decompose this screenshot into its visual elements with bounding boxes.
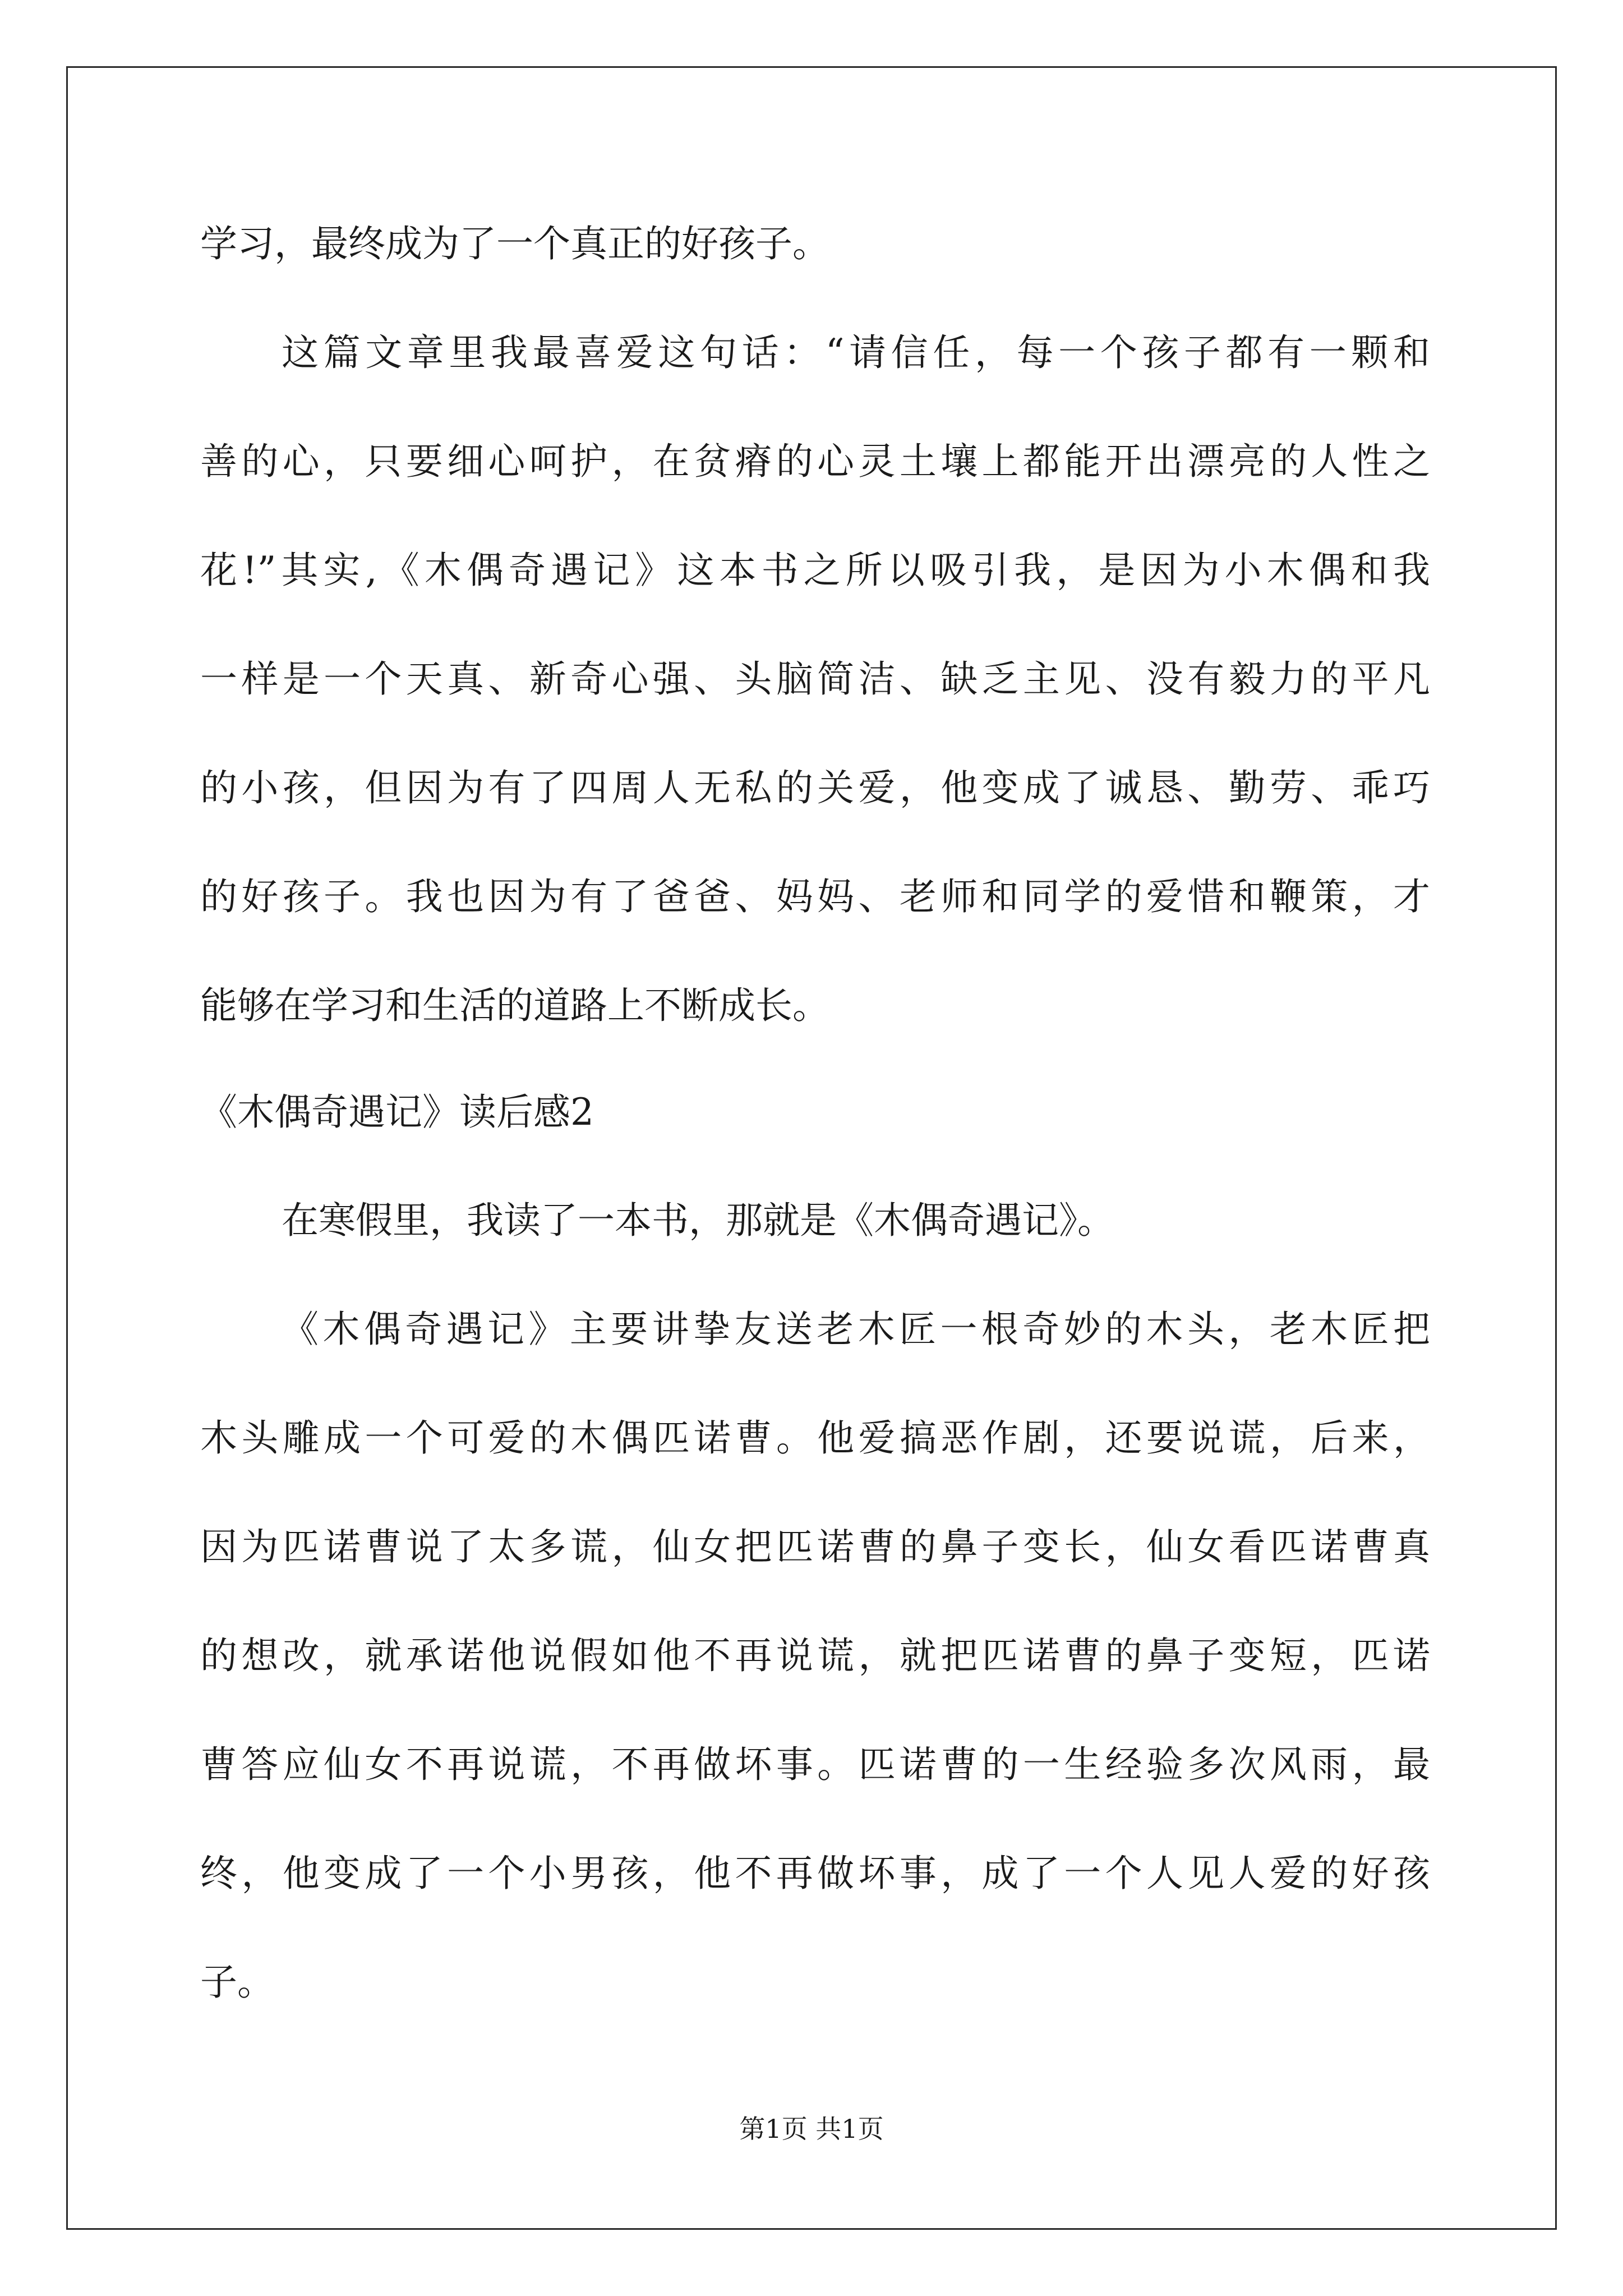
paragraph-line: 善的心，只要细心呵护，在贫瘠的心灵土壤上都能开出漂亮的人性之 <box>200 440 1430 483</box>
paragraph-line: 终，他变成了一个小男孩，他不再做坏事，成了一个人见人爱的好孩 <box>200 1852 1430 1895</box>
paragraph-line: 的好孩子。我也因为有了爸爸、妈妈、老师和同学的爱惜和鞭策，才 <box>200 875 1430 918</box>
paragraph-line: 因为匹诺曹说了太多谎，仙女把匹诺曹的鼻子变长，仙女看匹诺曹真 <box>200 1525 1430 1568</box>
page-border <box>66 66 1557 2230</box>
section-heading: 《木偶奇遇记》读后感2 <box>200 1091 594 1134</box>
paragraph-line: 的小孩，但因为有了四周人无私的关爱，他变成了诚恳、勤劳、乖巧 <box>200 766 1430 809</box>
paragraph-line: 能够在学习和生活的道路上不断成长。 <box>200 984 829 1027</box>
paragraph-line: 《木偶奇遇记》主要讲挚友送老木匠一根奇妙的木头，老木匠把 <box>282 1308 1430 1351</box>
paragraph-line: 曹答应仙女不再说谎，不再做坏事。匹诺曹的一生经验多次风雨，最 <box>200 1743 1430 1786</box>
paragraph-line: 一样是一个天真、新奇心强、头脑简洁、缺乏主见、没有毅力的平凡 <box>200 657 1430 701</box>
paragraph-line: 的想改，就承诺他说假如他不再说谎，就把匹诺曹的鼻子变短，匹诺 <box>200 1634 1430 1677</box>
paragraph-line: 学习，最终成为了一个真正的好孩子。 <box>200 222 829 265</box>
page-footer: 第1页 共1页 <box>739 2114 884 2144</box>
paragraph-line: 花!”其实,《木偶奇遇记》这本书之所以吸引我，是因为小木偶和我 <box>200 549 1430 592</box>
paragraph-line: 在寒假里，我读了一本书，那就是《木偶奇遇记》。 <box>282 1199 1114 1242</box>
paragraph-line: 子。 <box>200 1961 274 2004</box>
paragraph-line: 这篇文章里我最喜爱这句话：“请信任，每一个孩子都有一颗和 <box>282 331 1430 374</box>
paragraph-line: 木头雕成一个可爱的木偶匹诺曹。他爱搞恶作剧，还要说谎，后来， <box>200 1416 1430 1460</box>
